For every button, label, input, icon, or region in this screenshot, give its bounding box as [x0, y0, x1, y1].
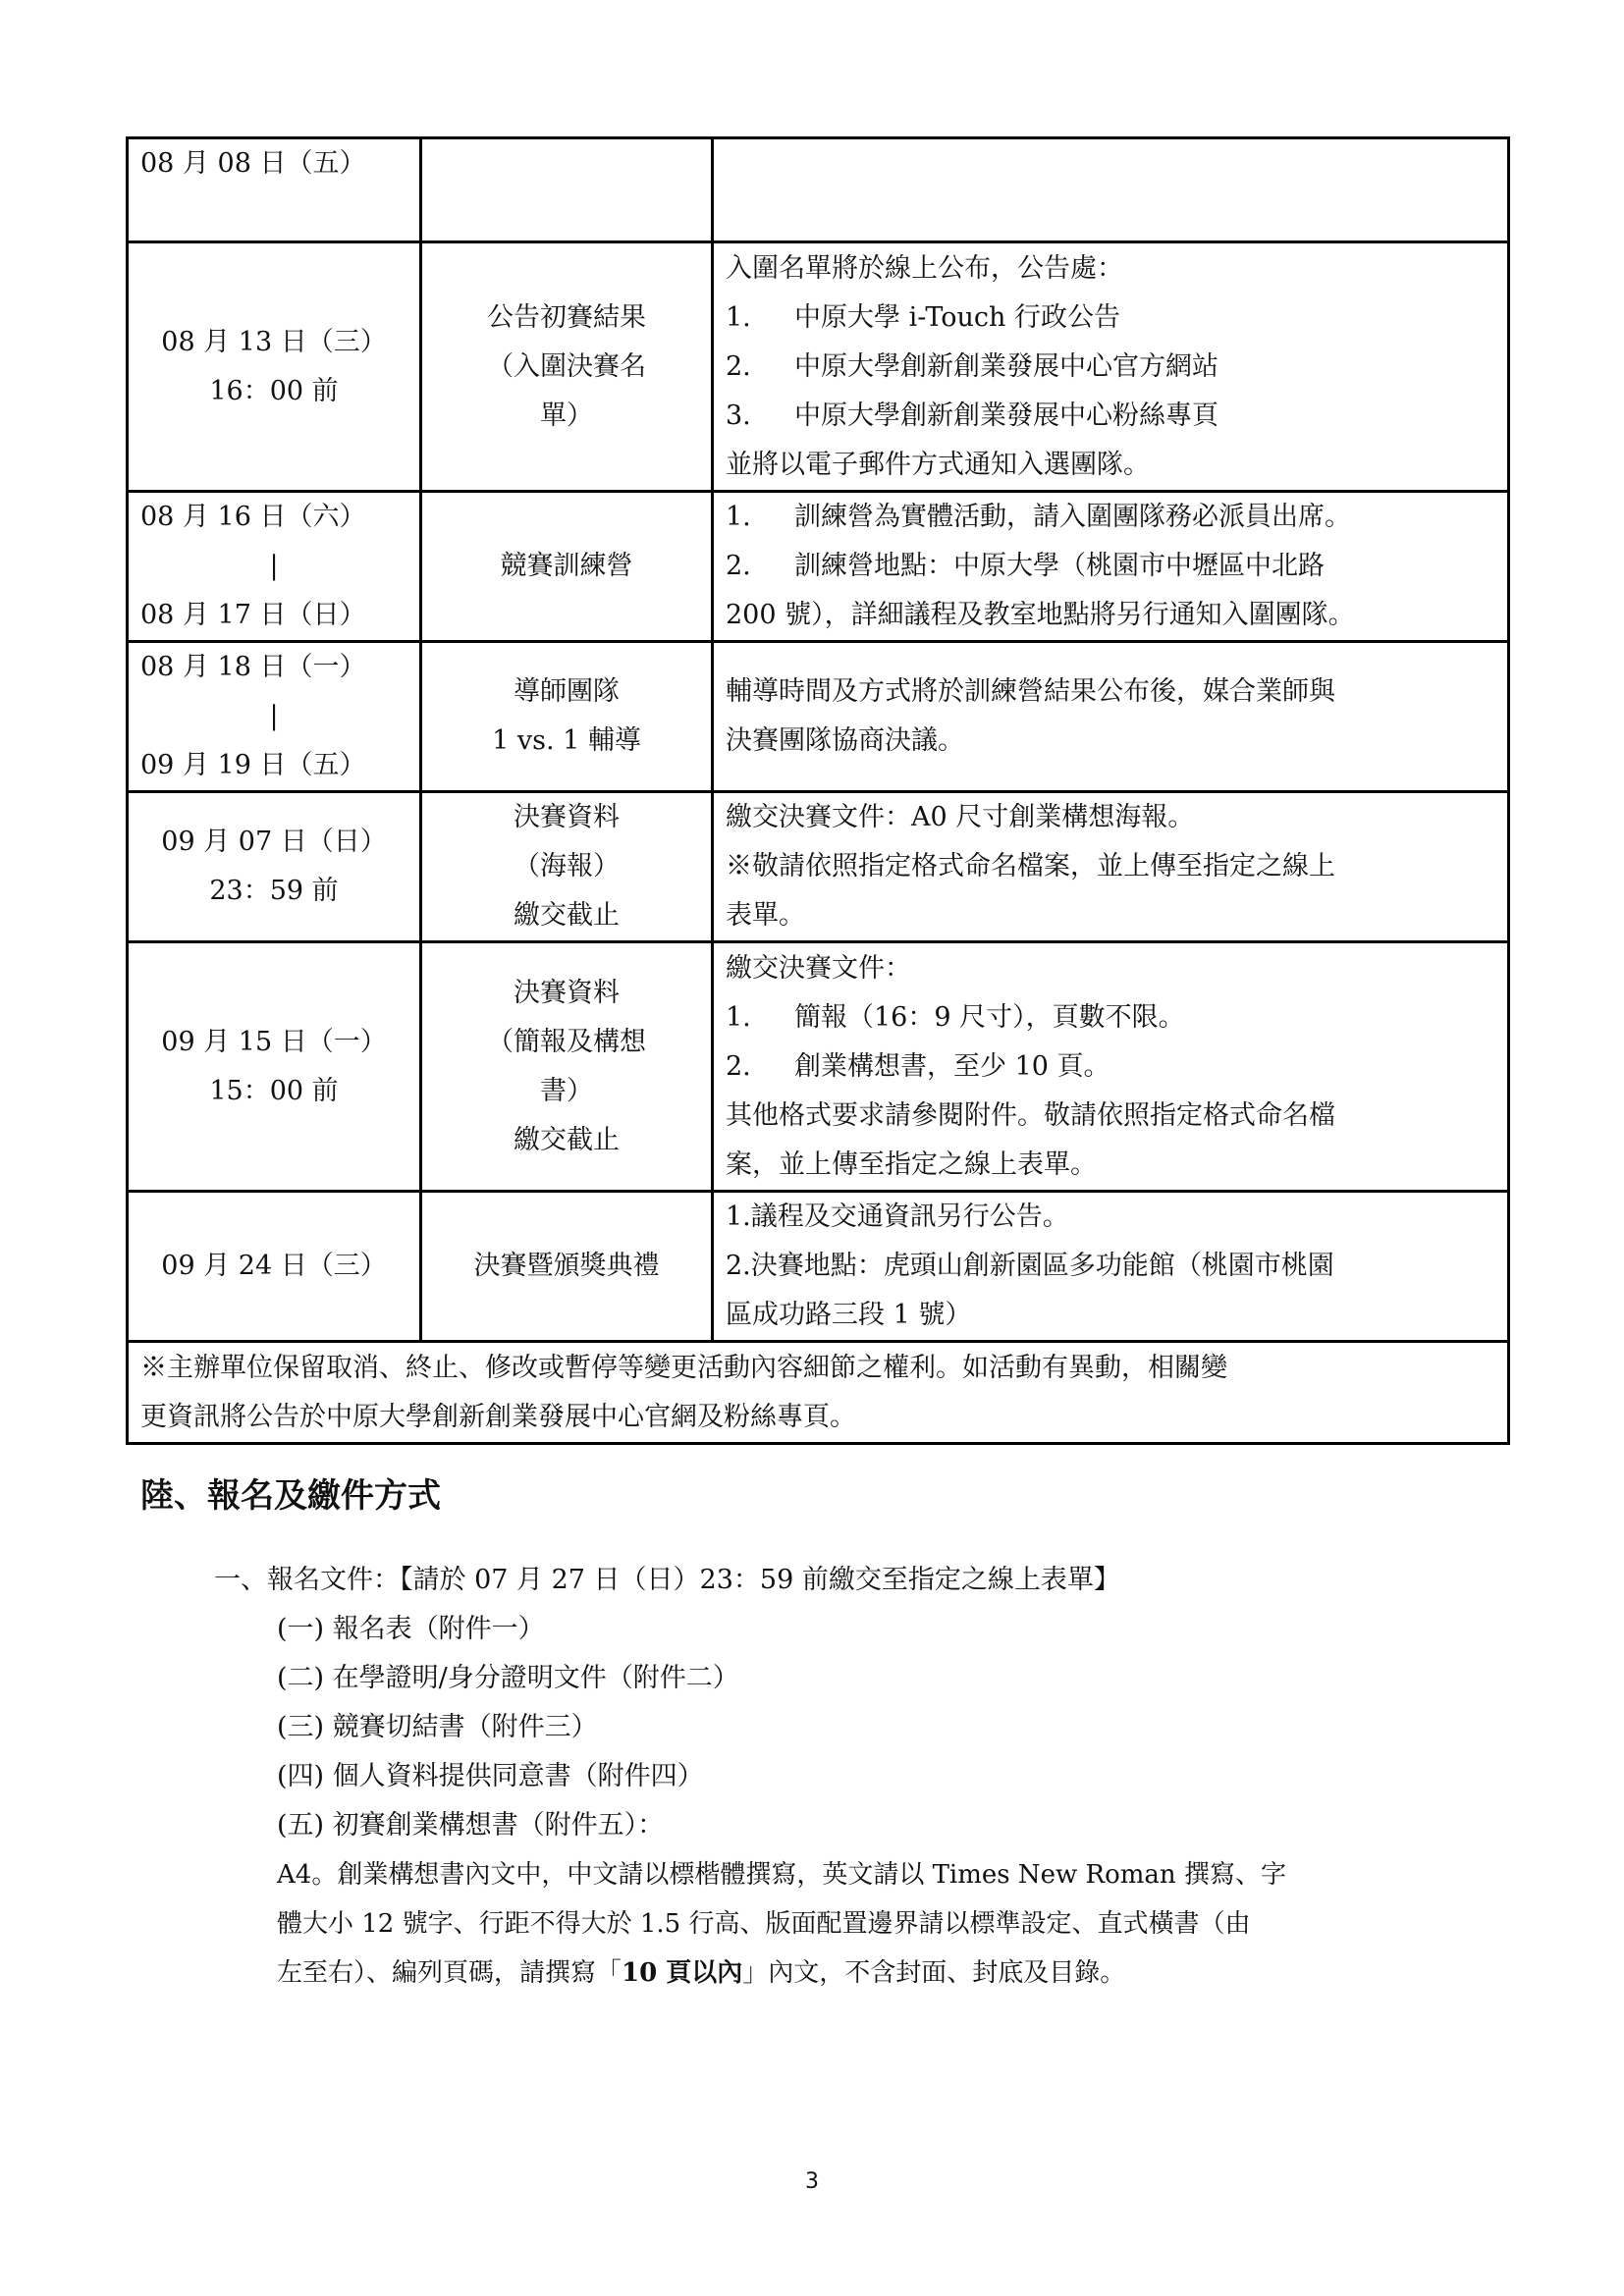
- desc-text: 繳交決賽文件：A0 尺寸創業構想海報。: [726, 802, 1195, 832]
- item-text: 決賽資料: [514, 977, 620, 1008]
- desc-list-item: 1. 中原大學 i-Touch 行政公告: [726, 301, 1121, 333]
- desc-list-item: 2. 中原大學創新創業發展中心官方網站: [726, 350, 1218, 382]
- item-text: 決賽資料: [514, 802, 620, 832]
- sub-item: (一) 報名表（附件一）: [277, 1614, 545, 1644]
- table-row: [128, 792, 1509, 942]
- date-text: 09 月 15 日（一）: [161, 1026, 387, 1057]
- desc-text: 輔導時間及方式將於訓練營結果公布後，媒合業師與: [726, 676, 1335, 707]
- item-text: 公告初賽結果: [487, 301, 646, 333]
- note-text: ※主辦單位保留取消、終止、修改或暫停等變更活動內容細節之權利。如活動有異動，相關變: [140, 1352, 1227, 1383]
- item-text: 書）: [540, 1075, 593, 1106]
- table-row: [128, 492, 1509, 642]
- date-text: 08 月 13 日（三）: [161, 326, 387, 357]
- desc-cell: [713, 942, 1509, 1192]
- date-end: 09 月 19 日（五）: [140, 750, 366, 780]
- table-row: [128, 942, 1509, 1192]
- date-start: 08 月 16 日（六）: [140, 502, 366, 532]
- format-paragraph-line: 體大小 12 號字、行距不得大於 1.5 行高、版面配置邊界請以標準設定、直式橫書（由: [277, 1909, 1251, 1939]
- item-cell: [421, 1192, 713, 1342]
- desc-text: 1.議程及交通資訊另行公告。: [726, 1201, 1069, 1232]
- sub-item: (二) 在學證明/身分證明文件（附件二）: [277, 1663, 739, 1693]
- desc-text: 表單。: [726, 900, 805, 931]
- item1-line: [214, 1556, 1510, 1605]
- item-text: 繳交截止: [514, 900, 620, 931]
- table-row: [128, 242, 1509, 492]
- note-text: 更資訊將公告於中原大學創新創業發展中心官網及粉絲專頁。: [140, 1401, 856, 1432]
- date-cell: [128, 792, 421, 942]
- table-row: [128, 1192, 1509, 1342]
- page-limit-emphasis: 10 頁以內: [622, 1958, 743, 1988]
- desc-intro: 繳交決賽文件：: [726, 952, 911, 984]
- item-cell: [421, 138, 713, 242]
- item1-deadline: 【請於 07 月 27 日（日）23：59 前繳交至指定之線上表單】: [400, 1565, 1120, 1595]
- desc-list-item: 3. 中原大學創新創業發展中心粉絲專頁: [726, 400, 1218, 431]
- time-text: 15：00 前: [209, 1075, 339, 1106]
- sub-item: (三) 競賽切結書（附件三）: [277, 1712, 598, 1742]
- desc-text: 決賽團隊協商決議。: [726, 725, 964, 756]
- item-cell: [421, 792, 713, 942]
- schedule-table: [126, 136, 1510, 1445]
- desc-text: 2.決賽地點：虎頭山創新園區多功能館（桃園市桃園: [726, 1251, 1334, 1281]
- desc-outro: 200 號），詳細議程及教室地點將另行通知入圍團隊。: [726, 600, 1355, 630]
- desc-cell: [713, 492, 1509, 642]
- date-cell: [128, 242, 421, 492]
- table-row: [128, 642, 1509, 792]
- note-cell: [128, 1342, 1509, 1444]
- section-heading: 陸、報名及繳件方式: [140, 1476, 441, 1516]
- desc-intro: 入圍名單將於線上公布，公告處：: [726, 252, 1123, 284]
- date-cell: [128, 1192, 421, 1342]
- item-cell: [421, 642, 713, 792]
- item-cell: [421, 492, 713, 642]
- date-cell: [128, 492, 421, 642]
- item-text: （入圍決賽名: [487, 350, 646, 382]
- page-number: 3: [805, 2169, 819, 2194]
- format-paragraph-line: A4。創業構想書內文中，中文請以標楷體撰寫，英文請以 Times New Roman 撰寫、字: [277, 1860, 1286, 1890]
- desc-list-item: 1. 簡報（16：9 尺寸），頁數不限。: [726, 1001, 1185, 1033]
- date-text: 08 月 08 日（五）: [140, 148, 366, 179]
- desc-outro: 並將以電子郵件方式通知入選團隊。: [726, 449, 1150, 480]
- date-text: 09 月 07 日（日）: [161, 827, 387, 857]
- item-text: 單）: [540, 400, 593, 431]
- sub-item: (五) 初賽創業構想書（附件五）：: [277, 1810, 665, 1841]
- item-text: 競賽訓練營: [500, 551, 633, 581]
- format-paragraph-line: 左至右）、編列頁碼，請撰寫「10 頁以內」內文，不含封面、封底及目錄。: [277, 1958, 1126, 1988]
- desc-text: 區成功路三段 1 號）: [726, 1300, 972, 1330]
- registration-section: [214, 1556, 1510, 1998]
- desc-list-item: 1. 訓練營為實體活動，請入圍團隊務必派員出席。: [726, 502, 1351, 532]
- desc-cell: [713, 242, 1509, 492]
- desc-cell: [713, 138, 1509, 242]
- date-cell: [128, 138, 421, 242]
- date-end: 08 月 17 日（日）: [140, 600, 366, 630]
- date-cell: [128, 642, 421, 792]
- table-row: [128, 138, 1509, 242]
- desc-cell: [713, 792, 1509, 942]
- item-text: 1 vs. 1 輔導: [492, 725, 641, 756]
- desc-text: ※敬請依照指定格式命名檔案，並上傳至指定之線上: [726, 851, 1335, 881]
- date-start: 08 月 18 日（一）: [140, 652, 366, 682]
- date-cell: [128, 942, 421, 1192]
- link-itouch: 中原大學 i-Touch 行政公告: [794, 301, 1121, 333]
- date-text: 09 月 24 日（三）: [161, 1251, 387, 1281]
- desc-list-item: 2. 訓練營地點：中原大學（桃園市中壢區中北路: [726, 551, 1325, 581]
- desc-outro: 案，並上傳至指定之線上表單。: [726, 1148, 1097, 1180]
- item-text: （海報）: [514, 851, 620, 881]
- item-text: 繳交截止: [514, 1124, 620, 1155]
- item-text: （簡報及構想: [487, 1026, 646, 1057]
- desc-cell: [713, 642, 1509, 792]
- desc-cell: [713, 1192, 1509, 1342]
- time-text: 23：59 前: [209, 876, 339, 906]
- desc-list-item: 2. 創業構想書，至少 10 頁。: [726, 1050, 1110, 1082]
- date-separator: |: [269, 701, 279, 731]
- sub-item: (四) 個人資料提供同意書（附件四）: [277, 1761, 704, 1791]
- item1-label: 一、報名文件：: [214, 1565, 400, 1595]
- date-separator: |: [269, 551, 279, 581]
- item-text: 導師團隊: [514, 676, 620, 707]
- desc-outro: 其他格式要求請參閱附件。敬請依照指定格式命名檔: [726, 1099, 1335, 1131]
- item-cell: [421, 242, 713, 492]
- table-note-row: [128, 1342, 1509, 1444]
- time-text: 16：00 前: [209, 375, 339, 406]
- item-cell: [421, 942, 713, 1192]
- item-text: 決賽暨頒獎典禮: [473, 1251, 660, 1281]
